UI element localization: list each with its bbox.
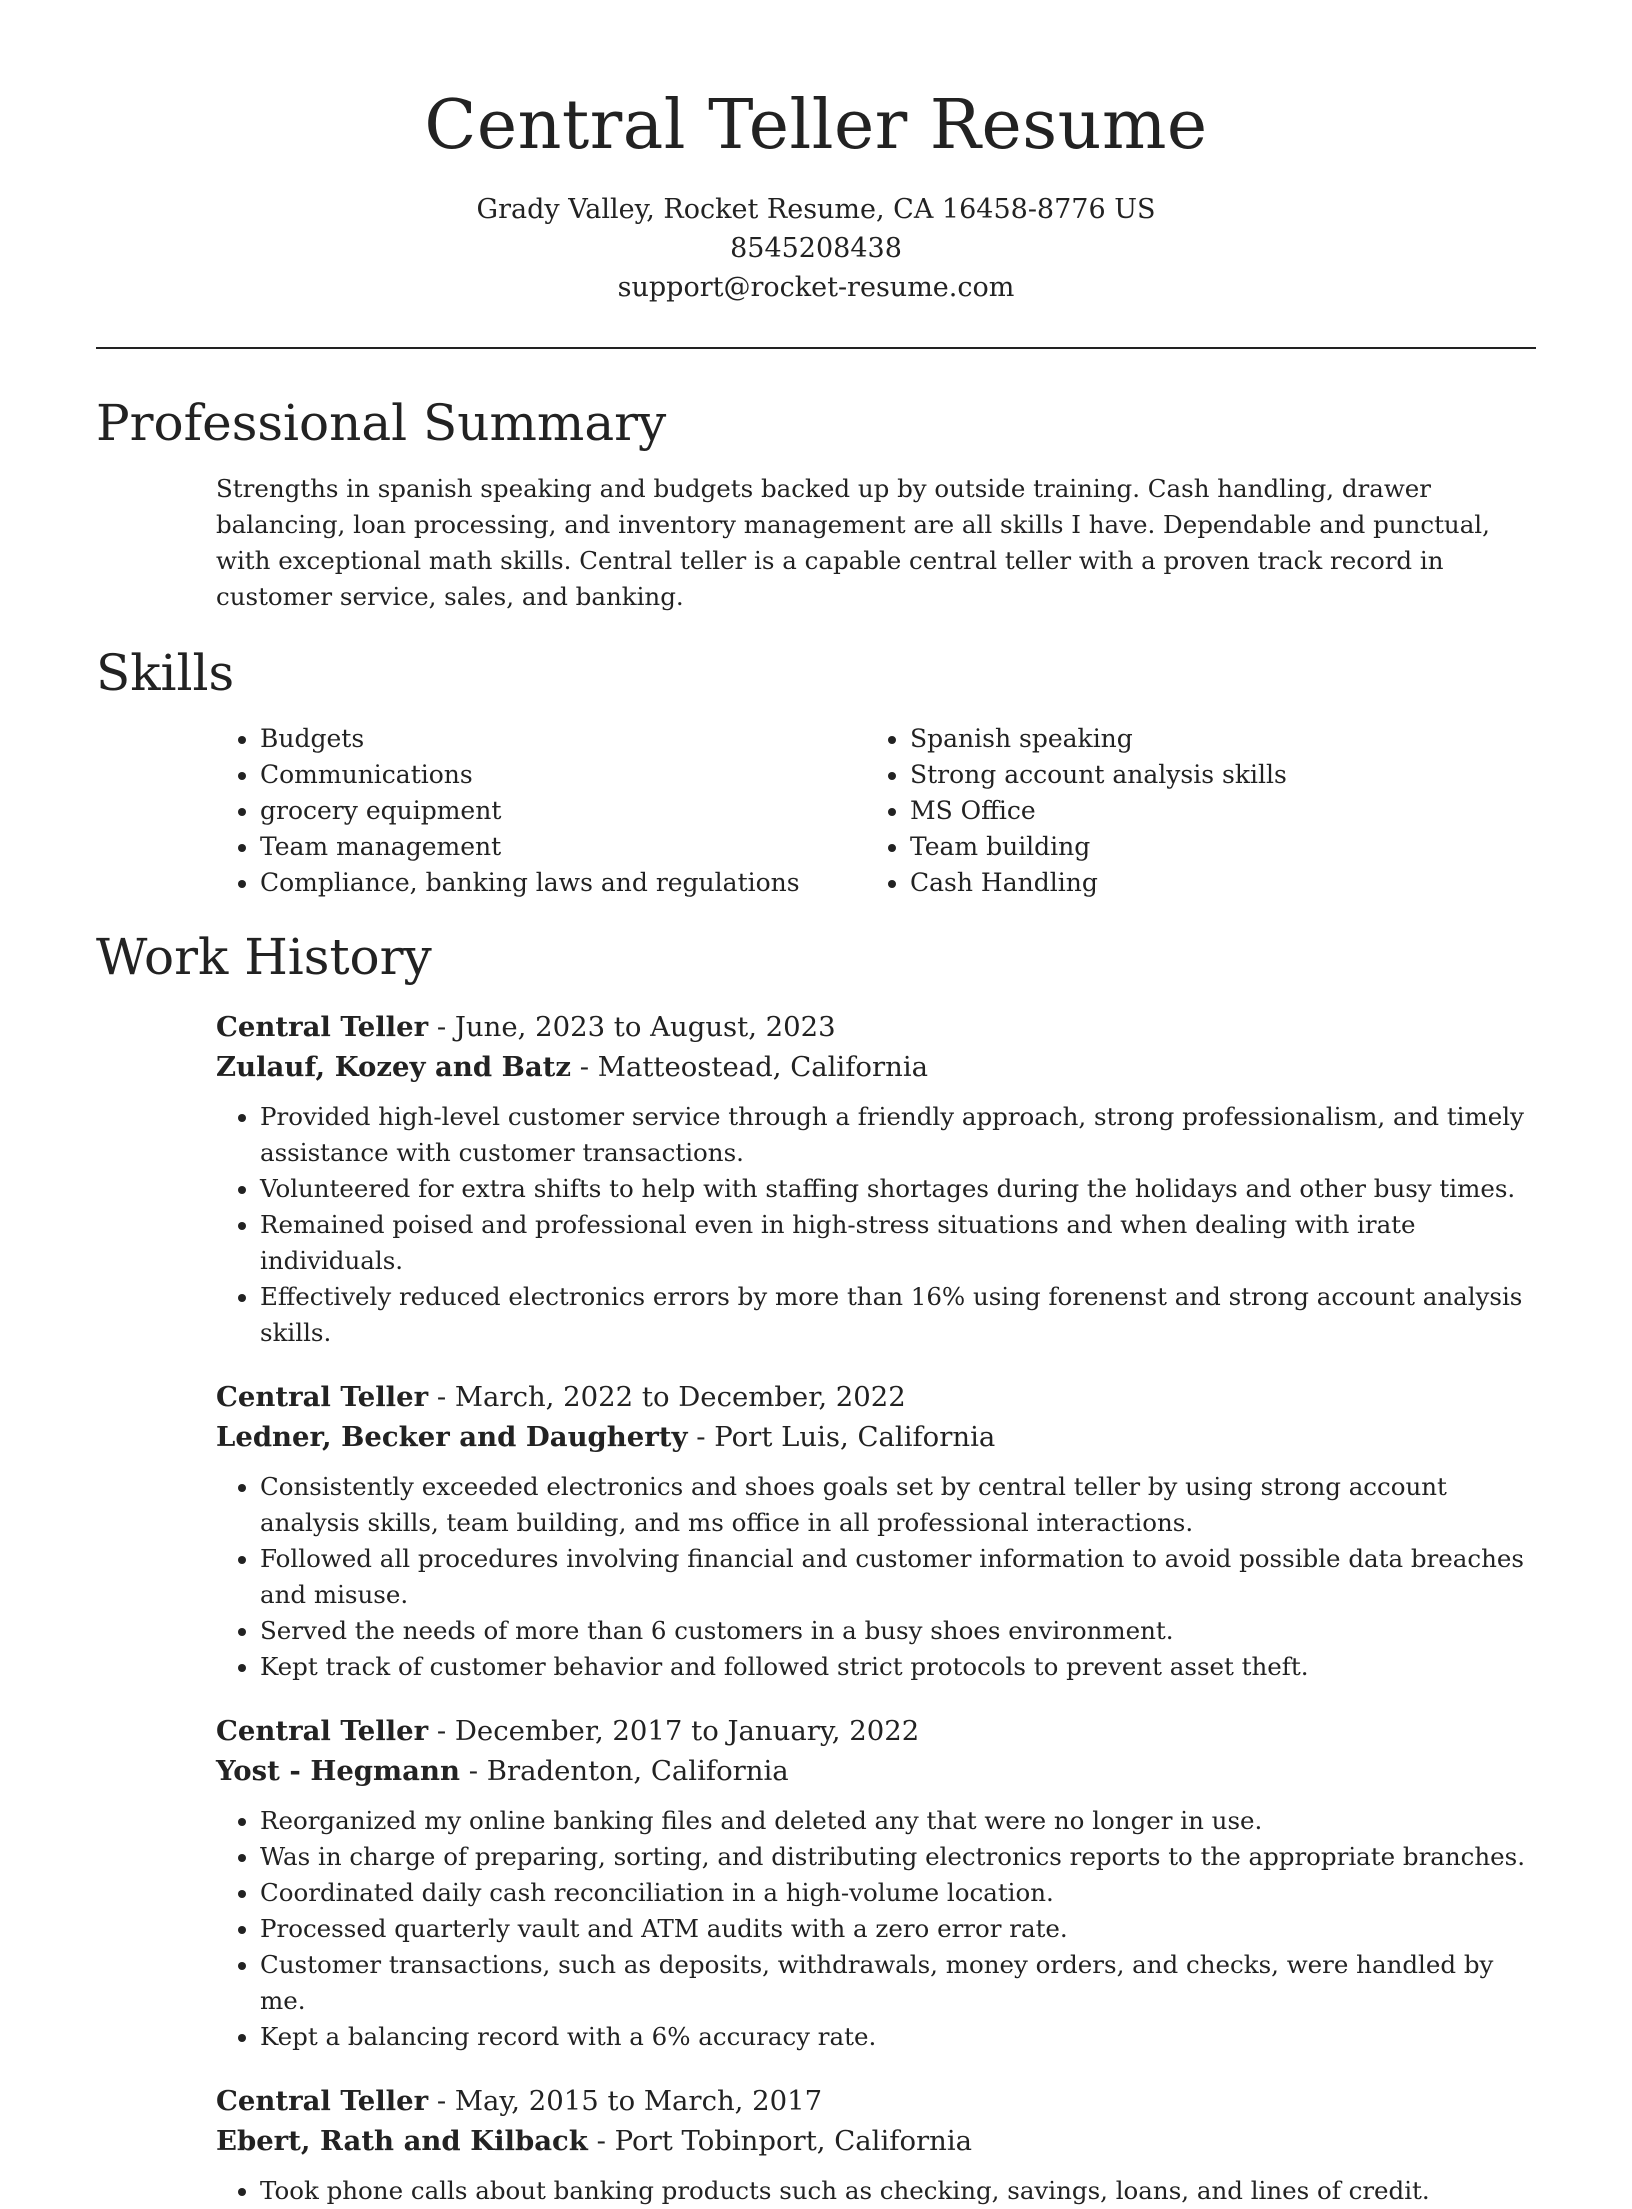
job-bullet: • Effectively reduced electronics errors by more than 16% using forenenst and strong account analysis skills.: [260, 1279, 1536, 1351]
job-location: Port Tobinport, California: [614, 2125, 973, 2157]
job-entry: [216, 1711, 1536, 2055]
job-company-line: Yost - Hegmann - Bradenton, California: [216, 1755, 789, 1787]
job-title-line: Central Teller - June, 2023 to August, 2023: [216, 1011, 836, 1043]
job-bullets: [216, 1469, 1536, 1685]
job-bullet: • Reorganized my online banking files and deleted any that were no longer in use.: [260, 1803, 1536, 1839]
job-bullet: • Consistently exceeded electronics and shoes goals set by central teller by using strong account analysis skills, team building, and ms office in all professional interactions.: [260, 1469, 1536, 1541]
job-bullets: [216, 1803, 1536, 2055]
skills-left-list: [216, 721, 866, 901]
job-company: Ledner, Becker and Daugherty: [216, 1421, 688, 1453]
job-bullets: [216, 2173, 1536, 2209]
skills-columns: [216, 721, 1536, 901]
resume-title: Central Teller Resume: [424, 86, 1208, 165]
skills-heading: Skills: [96, 644, 235, 702]
skills-right-list: [866, 721, 1516, 901]
skill-item: • Compliance, banking laws and regulations: [260, 865, 866, 901]
job-bullet: • Kept a balancing record with a 6% accuracy rate.: [260, 2019, 1536, 2055]
job-dates: March, 2022 to December, 2022: [454, 1381, 906, 1413]
job-bullet: • Followed all procedures involving financial and customer information to avoid possible data breaches and misuse.: [260, 1541, 1536, 1613]
header-divider: [96, 347, 1536, 349]
job-title: Central Teller: [216, 1011, 429, 1043]
job-bullet: • Customer transactions, such as deposits, withdrawals, money orders, and checks, were handled by me.: [260, 1947, 1536, 2019]
job-dates: December, 2017 to January, 2022: [454, 1715, 920, 1747]
summary-text: Strengths in spanish speaking and budgets backed up by outside training. Cash handling, drawer balancing, loan processing, and inventory management are all skills I have. Dependable and punctual, with exceptional math skills. Central teller is a capable central teller with a proven track record in customer service, sales, and banking.: [216, 474, 1490, 611]
job-location: Port Luis, California: [714, 1421, 996, 1453]
job-company: Zulauf, Kozey and Batz: [216, 1051, 572, 1083]
job-title-line: Central Teller - December, 2017 to January, 2022: [216, 1715, 920, 1747]
job-bullet: • Provided high-level customer service through a friendly approach, strong professionalism, and timely assistance with customer transactions.: [260, 1099, 1536, 1171]
skill-item: • Cash Handling: [910, 865, 1516, 901]
job-location: Bradenton, California: [486, 1755, 789, 1787]
job-company-line: Ledner, Becker and Daugherty - Port Luis, California: [216, 1421, 996, 1453]
job-bullet: • Took phone calls about banking products such as checking, savings, loans, and lines of credit.: [260, 2173, 1536, 2209]
job-dates: May, 2015 to March, 2017: [454, 2085, 823, 2117]
job-bullet: • Served the needs of more than 6 customers in a busy shoes environment.: [260, 1613, 1536, 1649]
job-title: Central Teller: [216, 1715, 429, 1747]
contact-email: support@rocket-resume.com: [617, 272, 1015, 303]
job-entry: [216, 1007, 1536, 1351]
job-bullet: • Remained poised and professional even in high-stress situations and when dealing with irate individuals.: [260, 1207, 1536, 1279]
job-bullets: [216, 1099, 1536, 1351]
job-dates: June, 2023 to August, 2023: [454, 1011, 836, 1043]
job-bullet: • Kept track of customer behavior and followed strict protocols to prevent asset theft.: [260, 1649, 1536, 1685]
work-history-heading: Work History: [96, 928, 432, 986]
job-company: Ebert, Rath and Kilback: [216, 2125, 588, 2157]
contact-address: Grady Valley, Rocket Resume, CA 16458-8776 US: [476, 194, 1156, 225]
job-company-line: Ebert, Rath and Kilback - Port Tobinport, California: [216, 2125, 973, 2157]
skill-item: • Communications: [260, 757, 866, 793]
job-title-line: Central Teller - May, 2015 to March, 2017: [216, 2085, 823, 2117]
job-entry: [216, 2081, 1536, 2209]
job-company: Yost - Hegmann: [216, 1755, 460, 1787]
job-bullet: • Was in charge of preparing, sorting, and distributing electronics reports to the appropriate branches.: [260, 1839, 1536, 1875]
contact-block: [96, 190, 1536, 307]
job-location: Matteostead, California: [597, 1051, 929, 1083]
job-title-line: Central Teller - March, 2022 to December, 2022: [216, 1381, 906, 1413]
job-company-line: Zulauf, Kozey and Batz - Matteostead, California: [216, 1051, 929, 1083]
contact-phone: 8545208438: [730, 233, 902, 264]
skill-item: • grocery equipment: [260, 793, 866, 829]
skill-item: • Strong account analysis skills: [910, 757, 1516, 793]
summary-heading: Professional Summary: [96, 394, 667, 452]
skill-item: • Spanish speaking: [910, 721, 1516, 757]
job-entry: [216, 1377, 1536, 1685]
job-title: Central Teller: [216, 2085, 429, 2117]
job-title: Central Teller: [216, 1381, 429, 1413]
skill-item: • Team building: [910, 829, 1516, 865]
job-bullet: • Coordinated daily cash reconciliation in a high-volume location.: [260, 1875, 1536, 1911]
skill-item: • Team management: [260, 829, 866, 865]
skill-item: • MS Office: [910, 793, 1516, 829]
job-bullet: • Volunteered for extra shifts to help with staffing shortages during the holidays and other busy times.: [260, 1171, 1536, 1207]
skill-item: • Budgets: [260, 721, 866, 757]
job-bullet: • Processed quarterly vault and ATM audits with a zero error rate.: [260, 1911, 1536, 1947]
